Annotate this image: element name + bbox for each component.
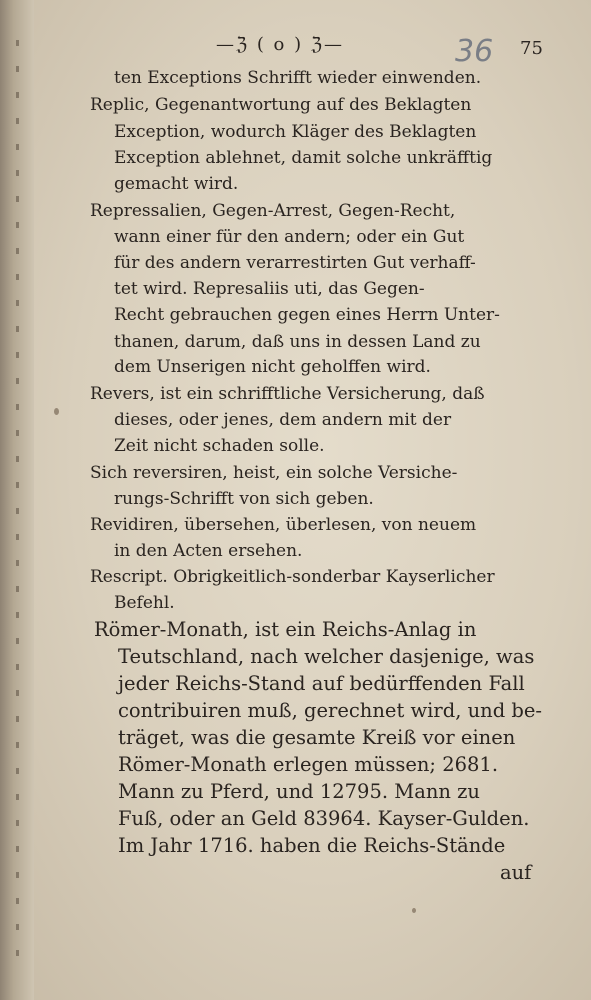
text-line: Mann zu Pferd, und 12795. Mann zu xyxy=(118,780,480,803)
text-line: Im Jahr 1716. haben die Reichs-Stände xyxy=(118,834,506,857)
text-line: für des andern verarrestirten Gut verhaff- xyxy=(114,253,476,273)
text-line: träget, was die gesamte Kreiß vor einen xyxy=(118,726,516,749)
text-line: Replic, Gegenantwortung auf des Beklagten xyxy=(90,95,472,115)
text-line: Römer-Monath erlegen müssen; 2681. xyxy=(118,753,499,776)
text-line: Exception ablehnet, damit solche unkräfftig xyxy=(114,148,493,168)
text-line: Befehl. xyxy=(114,593,175,613)
page-number: 75 xyxy=(520,38,543,59)
text-line: contribuiren muß, gerechnet wird, und be- xyxy=(118,699,543,722)
text-line: rungs-Schrifft von sich geben. xyxy=(114,489,374,509)
text-line: Revers, ist ein schrifftliche Versicherung, daß xyxy=(90,384,485,404)
text-line: Römer-Monath, ist ein Reichs-Anlag in xyxy=(94,618,477,641)
text-line: ten Exceptions Schrifft wieder einwenden. xyxy=(114,68,482,88)
text-line: Revidiren, übersehen, überlesen, von neuem xyxy=(90,515,477,535)
text-line: Rescript. Obrigkeitlich-sonderbar Kayserlicher xyxy=(90,567,495,587)
text-line: dem Unserigen nicht geholffen wird. xyxy=(114,357,431,377)
text-line: Teutschland, nach welcher dasjenige, was xyxy=(118,645,535,668)
text-line: Exception, wodurch Kläger des Beklagten xyxy=(114,122,477,142)
text-line: jeder Reichs-Stand auf bedürffenden Fall xyxy=(118,672,525,695)
text-line: Repressalien, Gegen-Arrest, Gegen-Recht, xyxy=(90,201,456,221)
text-line: in den Acten ersehen. xyxy=(114,541,303,561)
text-line: Zeit nicht schaden solle. xyxy=(114,436,325,456)
text-line: Recht gebrauchen gegen eines Herrn Unter- xyxy=(114,305,500,325)
text-line: gemacht wird. xyxy=(114,174,239,194)
handwritten-folio-number: 36 xyxy=(455,34,494,69)
text-line: Fuß, oder an Geld 83964. Kayser-Gulden. xyxy=(118,807,530,830)
text-line: Sich reversiren, heist, ein solche Versiche- xyxy=(90,463,458,483)
text-line: tet wird. Represaliis uti, das Gegen- xyxy=(114,279,425,299)
catchword: auf xyxy=(500,861,532,884)
text-line: wann einer für den andern; oder ein Gut xyxy=(114,227,465,247)
text-line: thanen, darum, daß uns in dessen Land zu xyxy=(114,332,481,352)
text-line: dieses, oder jenes, dem andern mit der xyxy=(114,410,452,430)
running-head-ornament: —ℨ ( o ) ℨ— xyxy=(216,34,344,55)
